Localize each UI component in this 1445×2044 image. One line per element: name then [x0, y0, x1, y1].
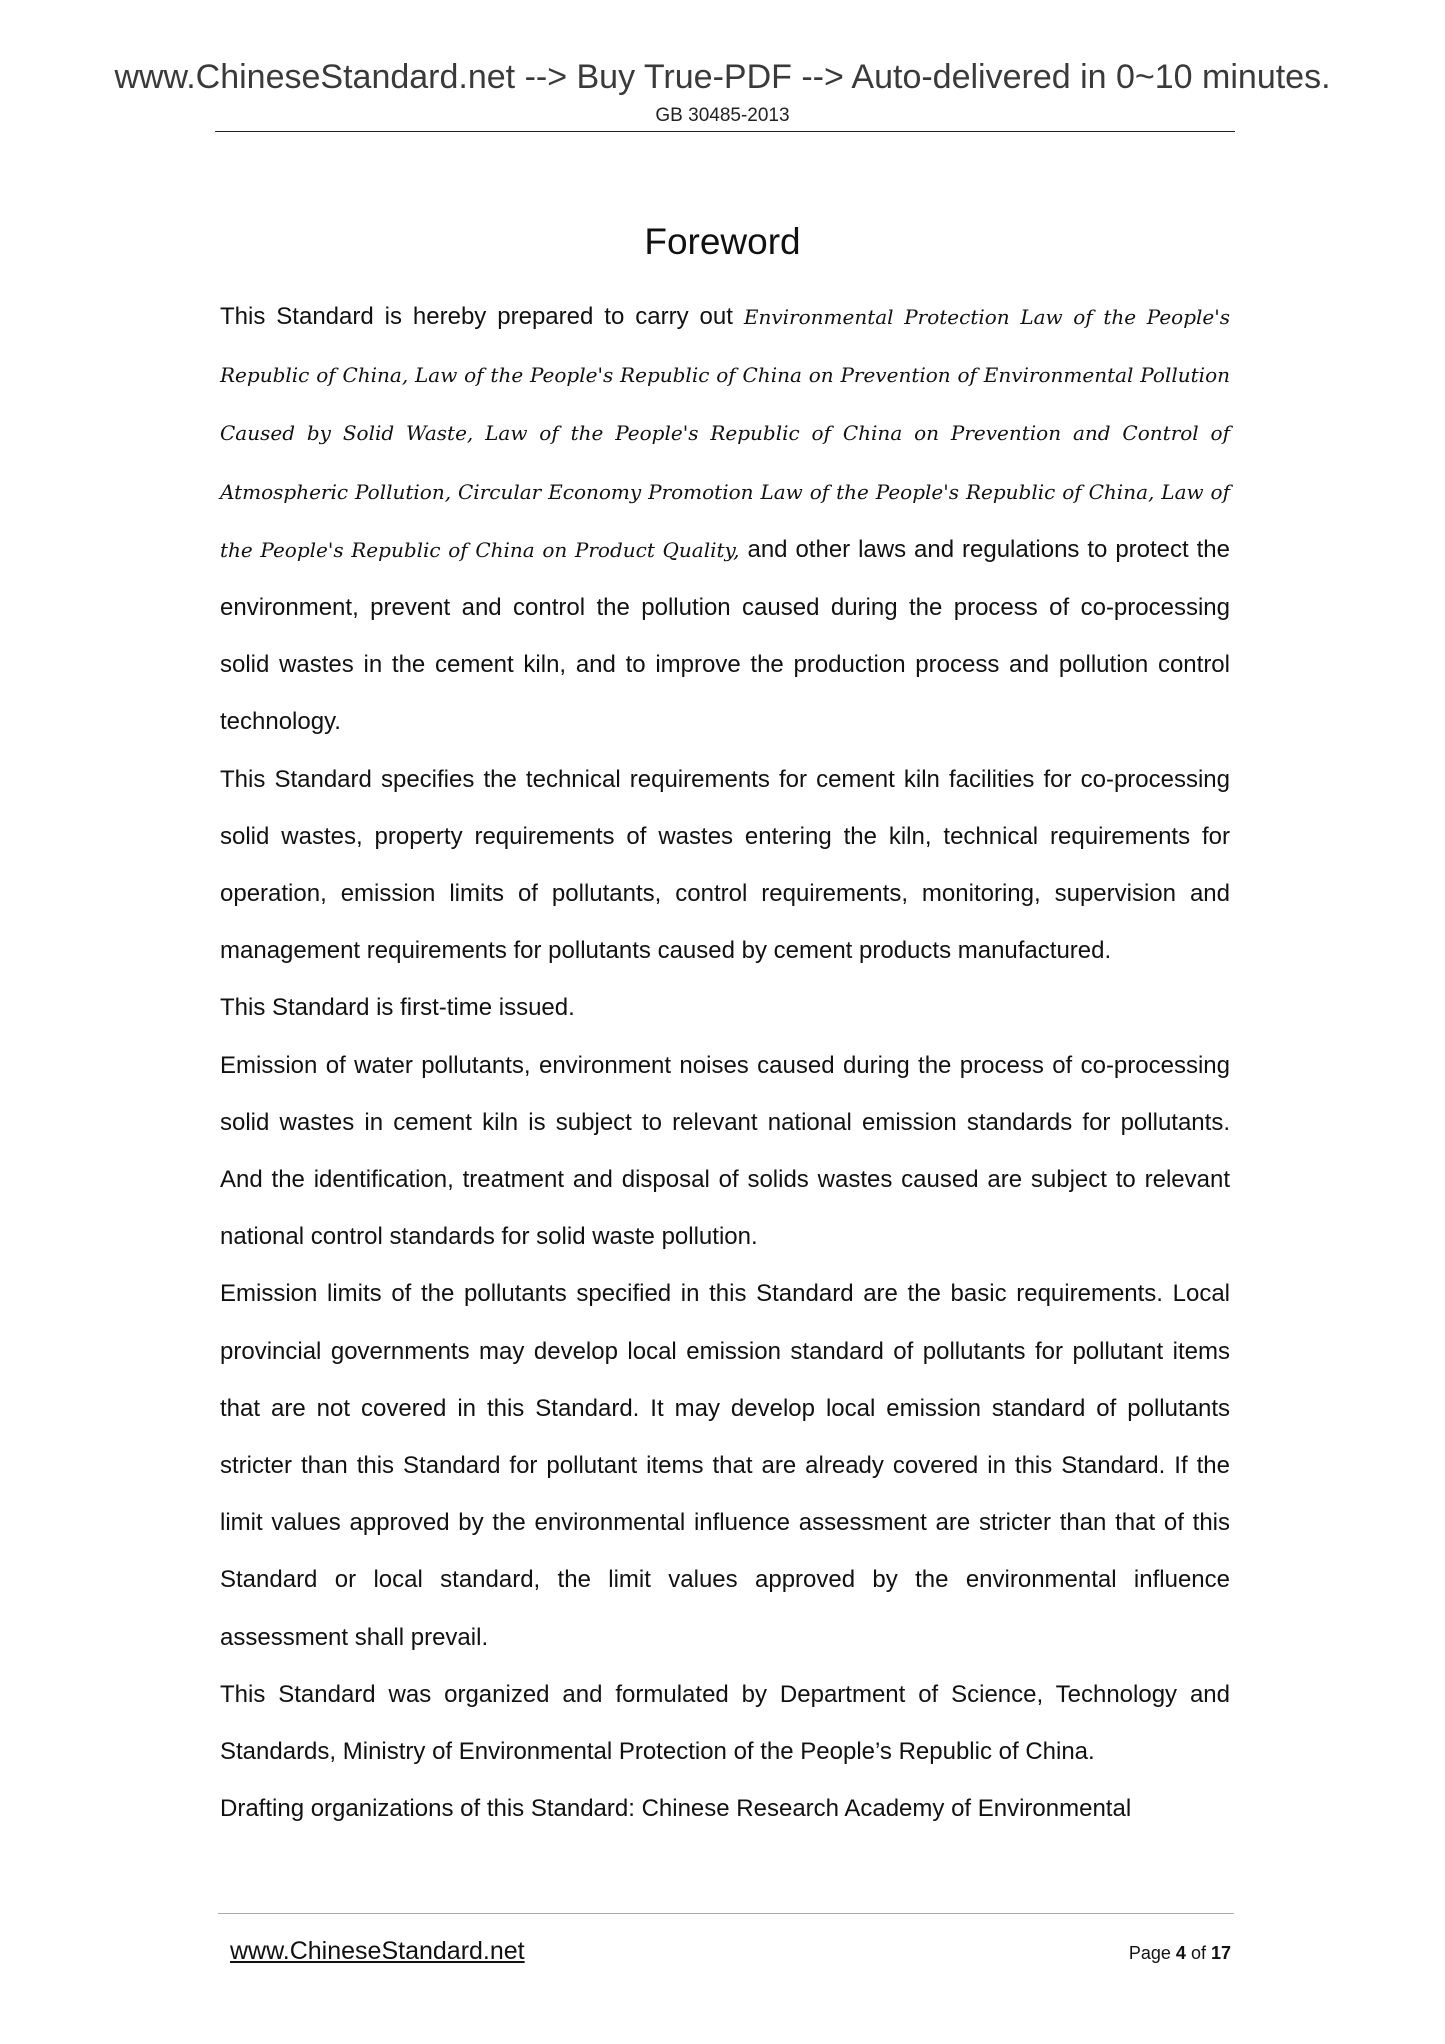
page-title: Foreword	[644, 221, 801, 262]
paragraph-drafting-orgs: Drafting organizations of this Standard: Chinese Research Academy of Environmental	[220, 1795, 1132, 1823]
footer-rule	[218, 1913, 1234, 1914]
page-indicator	[1129, 1941, 1231, 1965]
header-rule	[215, 131, 1235, 132]
paragraph-purpose-lead: This Standard is hereby prepared to carry out	[220, 303, 744, 330]
standard-code: GB 30485-2013	[655, 105, 790, 126]
paragraph-purpose	[220, 288, 1230, 751]
law-titles: Environmental Protection Law of the People's Republic of China, Law of the People's Republic of China on Prevention of Environmental Pollution Caused by Solid Waste, Law of the People's Republic of China on Prevention and Control of Atmospheric Pollution, Circular Economy Promotion Law of the People's Republic of China, Law of the People's Republic of China on Product Quality,	[220, 305, 1230, 562]
total-pages: 17	[1210, 1943, 1231, 1963]
footer-site-link[interactable]: www.ChineseStandard.net	[230, 1937, 525, 1965]
paragraph-water-noise: Emission of water pollutants, environment noises caused during the process of co-processing solid wastes in cement kiln is subject to relevant national emission standards for pollutants. And the identification, treatment and disposal of solids wastes caused are subject to relevant national control standards for solid waste pollution.	[220, 1051, 1230, 1251]
page-label: Page	[1128, 1943, 1171, 1963]
paragraph-purpose-tail: and other laws and regulations to protect the environment, prevent and control the pollution caused during the process of co-processing solid wastes in the cement kiln, and to improve the production process and pollution control technology.	[220, 535, 1231, 736]
page-number: 4	[1175, 1943, 1186, 1963]
document-body	[220, 288, 1230, 1837]
paragraph-emission-limits: Emission limits of the pollutants specified in this Standard are the basic requirements. Local provincial governments may develop local emission standard of pollutants for pollutant items that are not covered in this Standard. It may develop local emission standard of pollutants stricter than this Standard for pollutant items that are already covered in this Standard. If the limit values approved by the environmental influence assessment are stricter than that of this Standard or local standard, the limit values approved by the environmental influence assessment shall prevail.	[220, 1280, 1230, 1651]
paragraph-organized-by: This Standard was organized and formulated by Department of Science, Technology and Standards, Ministry of Environmental Protection of the People’s Republic of China.	[220, 1680, 1230, 1766]
site-banner: www.ChineseStandard.net --> Buy True-PDF --> Auto-delivered in 0~10 minutes.	[114, 58, 1331, 96]
paragraph-scope: This Standard specifies the technical requirements for cement kiln facilities for co-processing solid wastes, property requirements of wastes entering the kiln, technical requirements for operation, emission limits of pollutants, control requirements, monitoring, supervision and management requirements for pollutants caused by cement products manufactured.	[220, 765, 1230, 965]
of-label: of	[1190, 1943, 1206, 1963]
paragraph-first-issue: This Standard is first-time issued.	[220, 994, 575, 1022]
